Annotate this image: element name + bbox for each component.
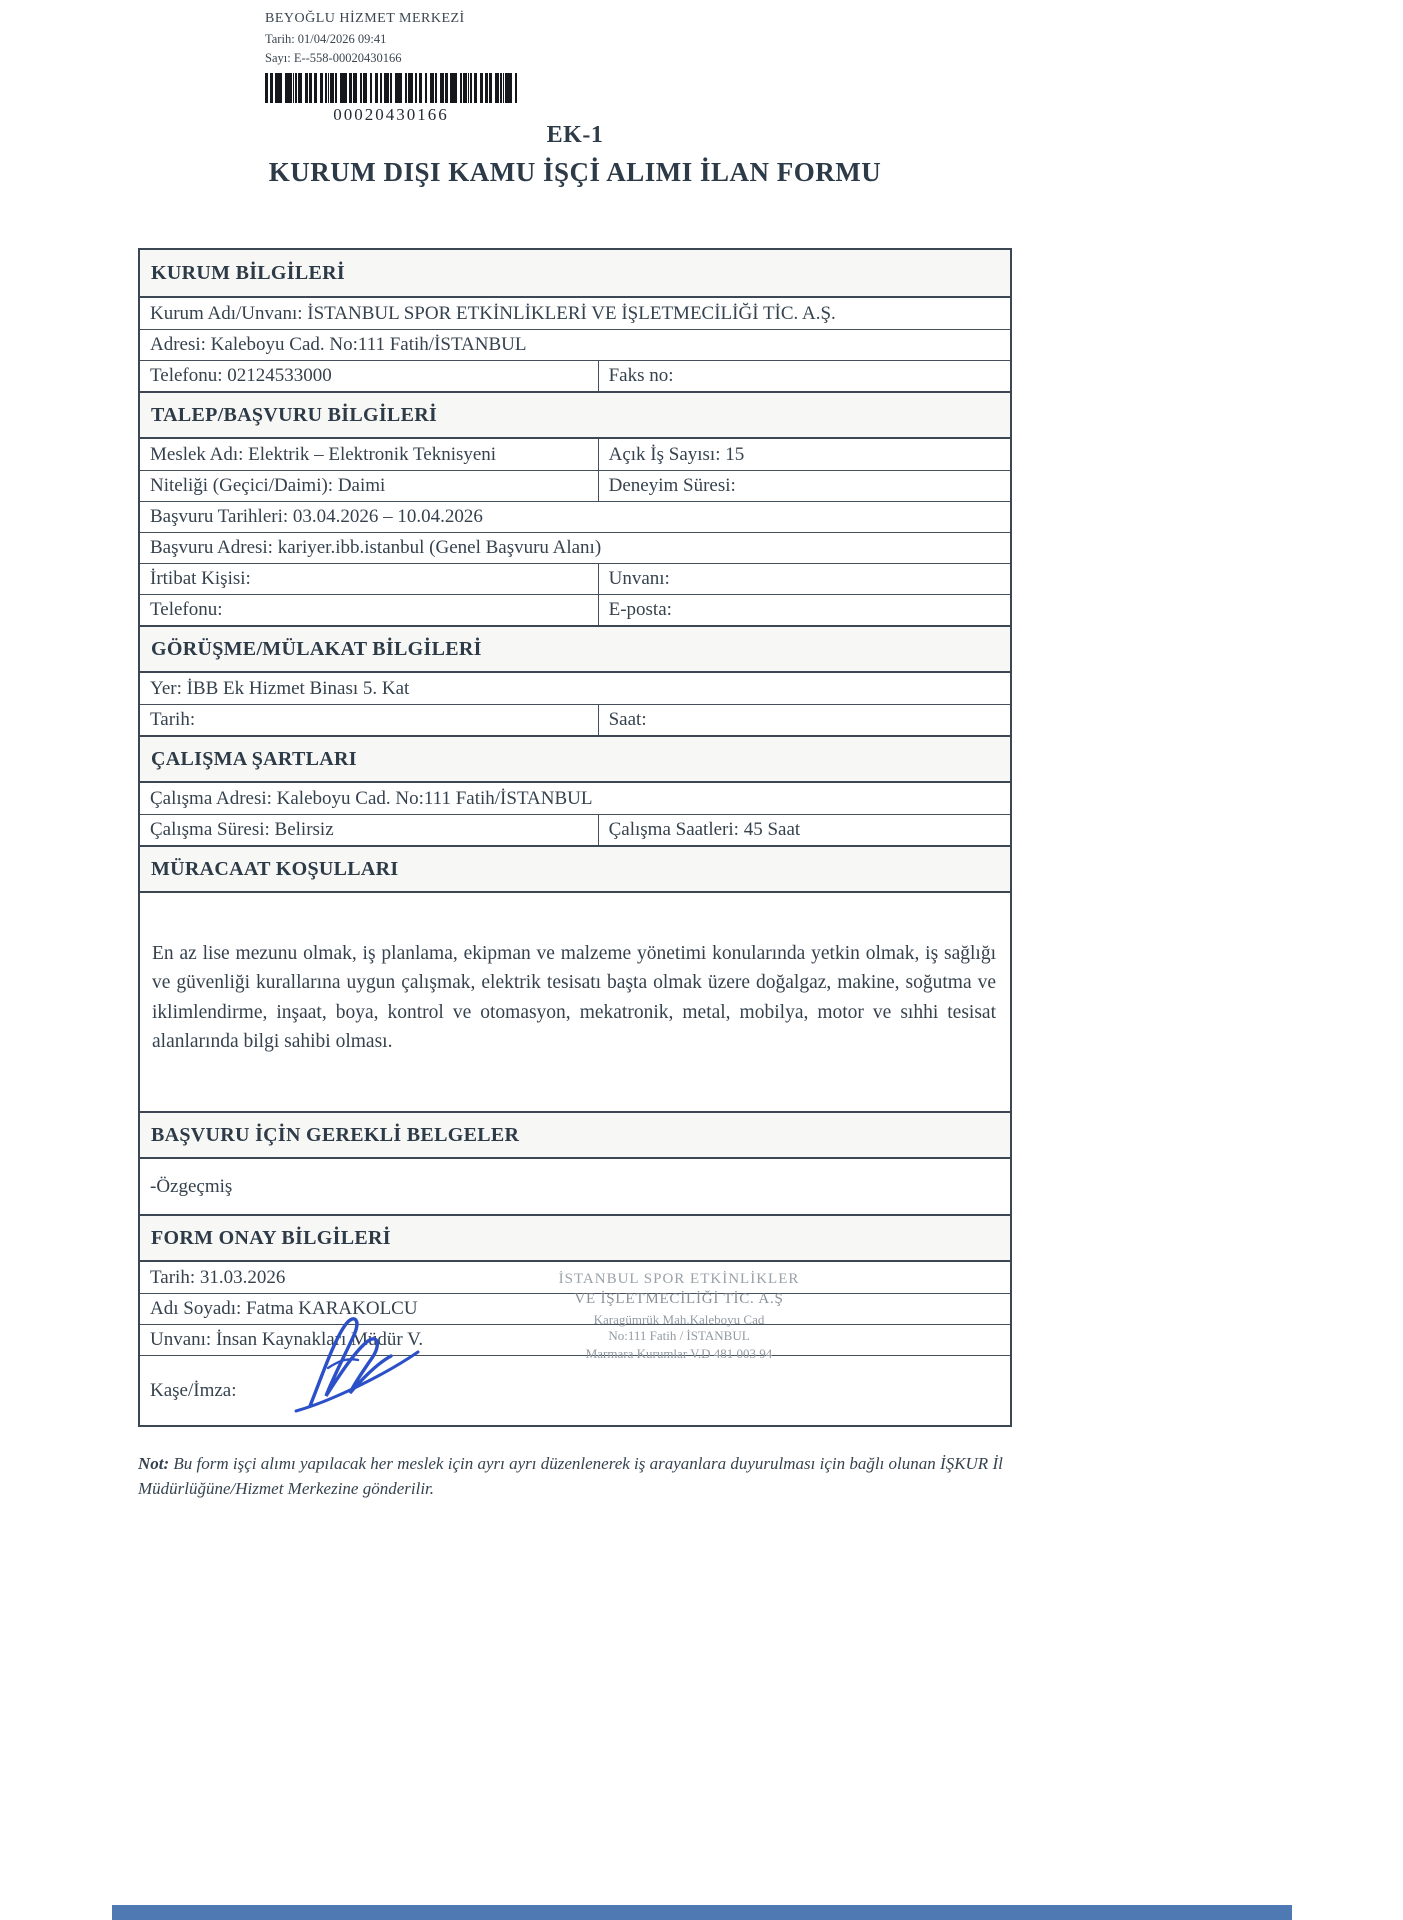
table-row [140,1355,1010,1425]
field-kurum-adi: Kurum Adı/Unvanı: İSTANBUL SPOR ETKİNLİKLERİ VE İŞLETMECİLİĞİ TİC. A.Ş. [150,302,836,324]
section-header-gerekli-belgeler: BAŞVURU İÇİN GEREKLİ BELGELER [140,1111,1010,1159]
requirements-paragraph-row [140,893,1010,1111]
field-faks-no: Faks no: [598,361,1010,391]
stamp-line-5: Marmara Kurumlar V.D 481 003 94 [585,1346,773,1362]
field-adresi: Adresi: Kaleboyu Cad. No:111 Fatih/İSTANBUL [150,334,527,355]
field-telefonu-2: Telefonu: [150,599,223,620]
scan-date: Tarih: 01/04/2026 09:41 [265,31,387,46]
field-calisma-suresi: Çalışma Süresi: Belirsiz [150,819,334,840]
stamp-line-3: Karagümrük Mah.Kaleboyu Cad [593,1311,765,1327]
field-ozgecmis: -Özgeçmiş [150,1175,233,1197]
field-niteligi: Niteliği (Geçici/Daimi): Daimi [150,475,386,496]
field-onay-unvani: Unvanı: İnsan Kaynakları Müdür V. [150,1329,424,1350]
table-row [140,814,1010,845]
stamp-line-2: VE İŞLETMECİLİĞİ TİC. A.Ş [574,1291,784,1308]
requirements-text: En az lise mezunu olmak, iş planlama, ekipman ve malzeme yönetimi konularında yetkin olmak, iş sağlığı ve güvenliği kurallarına uygun çalışmak, elektrik tesisatı başta olmak üzere doğalgaz, makine, soğutma ve iklimlendirme, inşaat, boya, kontrol ve otomasyon, mekatronik, metal, mobilya, motor ve sıhhi tesisat alanlarında bilgi sahibi olması. [152,943,996,1052]
field-tarih: Tarih: [150,709,196,730]
table-row [140,594,1010,625]
table-row [140,704,1010,735]
section-header-form-onay: FORM ONAY BİLGİLERİ [140,1214,1010,1262]
table-row [140,470,1010,501]
field-eposta: E-posta: [598,595,1010,625]
table-row [140,1293,1010,1324]
table-row [140,532,1010,563]
field-calisma-adresi: Çalışma Adresi: Kaleboyu Cad. No:111 Fatih/İSTANBUL [150,787,593,809]
signature-scribble [288,1308,458,1423]
form-table [138,248,1012,1427]
annex-label: EK-1 [546,122,604,148]
table-row [140,673,1010,704]
table-row [140,329,1010,360]
scan-number: Sayı: E--558-00020430166 [265,50,402,65]
table-row [140,1324,1010,1355]
field-telefonu: Telefonu: 02124533000 [150,365,332,386]
field-deneyim-suresi: Deneyim Süresi: [598,471,1010,501]
scan-office-name: BEYOĞLU HİZMET MERKEZİ [265,11,465,26]
stamp-line-1: İSTANBUL SPOR ETKİNLİKLER [558,1271,800,1287]
field-adi-soyadi: Adı Soyadı: Fatma KARAKOLCU [150,1298,418,1319]
table-row [140,1262,1010,1293]
scan-header [265,10,565,127]
field-saat: Saat: [598,705,1010,735]
footer-note [138,1452,1030,1501]
page-title: KURUM DIŞI KAMU İŞÇİ ALIMI İLAN FORMU [268,157,882,187]
section-header-talep-basvuru: TALEP/BAŞVURU BİLGİLERİ [140,391,1010,439]
section-header-kurum-bilgileri: KURUM BİLGİLERİ [140,250,1010,298]
table-row [140,563,1010,594]
field-onay-tarih: Tarih: 31.03.2026 [150,1266,286,1288]
bottom-page-bar [112,1905,1292,1920]
barcode [265,73,517,103]
table-row [140,501,1010,532]
field-meslek-adi: Meslek Adı: Elektrik – Elektronik Teknisyeni [150,443,497,465]
table-row [140,439,1010,470]
field-unvani: Unvanı: [598,564,1010,594]
stamp-line-4: No:111 Fatih / İSTANBUL [608,1328,750,1344]
section-header-gorusme-mulakat: GÖRÜŞME/MÜLAKAT BİLGİLERİ [140,625,1010,673]
footer-note-text: Bu form işçi alımı yapılacak her meslek için ayrı ayrı düzenlenerek iş arayanlara duyurulması için bağlı olunan İŞKUR İl Müdürlüğüne/Hizmet Merkezine gönderilir. [138,1454,1003,1498]
field-basvuru-tarihleri: Başvuru Tarihleri: 03.04.2026 – 10.04.2026 [150,506,483,527]
section-header-calisma-sartlari: ÇALIŞMA ŞARTLARI [140,735,1010,783]
field-kase-imza: Kaşe/İmza: [150,1379,237,1401]
table-row [140,783,1010,814]
field-yer: Yer: İBB Ek Hizmet Binası 5. Kat [150,677,410,699]
table-row [140,360,1010,391]
table-row [140,1159,1010,1214]
barcode-number: 00020430166 [333,104,449,124]
section-header-muracaat-kosullari: MÜRACAAT KOŞULLARI [140,845,1010,893]
table-row [140,298,1010,329]
footer-note-label: Not: [138,1454,170,1473]
title-block [138,122,1012,188]
field-calisma-saatleri: Çalışma Saatleri: 45 Saat [598,815,1010,845]
field-acik-is-sayisi: Açık İş Sayısı: 15 [598,439,1010,470]
field-irtibat-kisisi: İrtibat Kişisi: [150,568,251,589]
field-basvuru-adresi: Başvuru Adresi: kariyer.ibb.istanbul (Genel Başvuru Alanı) [150,537,602,558]
